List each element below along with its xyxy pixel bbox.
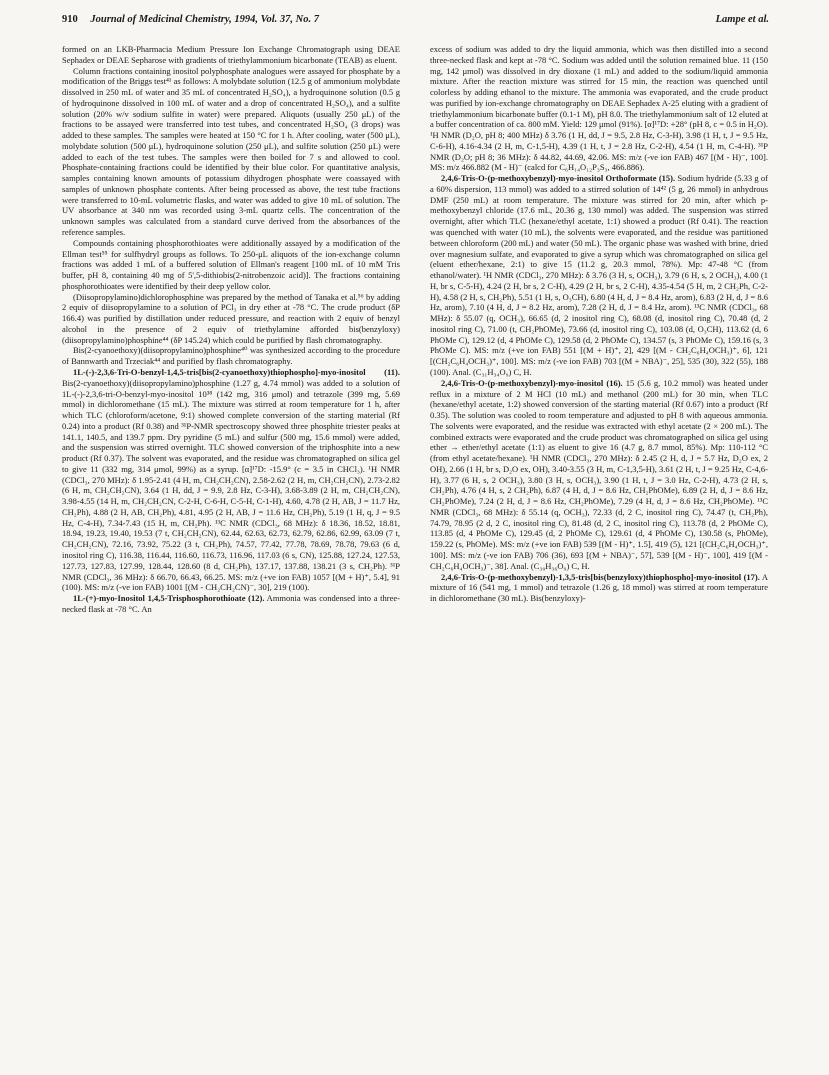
paragraph: 1L-(+)-myo-Inositol 1,4,5-Trisphosphorothioate (12). Ammonia was condensed into a three-necked flask at -78 °C. An	[62, 593, 400, 614]
compound-title: 2,4,6-Tris-O-(p-methoxybenzyl)-myo-inositol Orthoformate (15).	[441, 173, 676, 184]
page-number: 910	[62, 14, 78, 25]
author-names: Lampe et al.	[715, 14, 769, 25]
paragraph: (Diisopropylamino)dichlorophosphine was prepared by the method of Tanaka et al.⁵⁶ by adding 2 equiv of diisopropylamine to a solution of PCl₃ in dry ether at -78 °C. The crude product (δP 166.4) was purified by distillation under reduced pressure, and reaction with 2 equiv of benzyl alcohol in the presence of 2 equiv of triethylamine afforded bis(benzyloxy)(diisopropylamino)phosphine⁴⁴ (δP 145.24) which could be purified by flash chromatography.	[62, 291, 400, 345]
paragraph: 2,4,6-Tris-O-(p-methoxybenzyl)-myo-inositol (16). 15 (5.6 g, 10.2 mmol) was heated under reflux in a mixture of 2 M HCl (10 mL) and methanol (200 mL) for 30 min, when TLC (hexane/ethyl acetate, 1:2) showed conversion of the starting material (Rf 0.67) into a product (Rf 0.35). The solution was cooled to room temperature and adjusted to pH 8 with aqueous ammonia. The solvents were evaporated, and the residue was extracted with ethyl acetate (2 × 200 mL). The combined extracts were evaporated and the crude product was chromatographed on silica gel using ether → ether/ethyl acetate (1:1) as eluent to give 16 (4.7 g, 8.7 mmol, 85%). Mp: 110-112 °C (from ethyl acetate/hexane). ¹H NMR (CDCl₃, 270 MHz): δ 2.45 (2 H, d, J = 5.7 Hz, D₂O ex, 2 OH), 2.66 (1 H, br s, D₂O ex, OH), 3.40-3.55 (3 H, m, C-1,3,5-H), 3.61 (2 H, t, J = 9.25 Hz, C-4,6-H), 3.77 (6 H, s, 2 OCH₃), 3.80 (3 H, s, OCH₃), 3.90 (1 H, t, J = 3.0 Hz, C-2-H), 4.73 (2 H, s, CH₂Ph), 4.76 (4 H, s, 2 CH₂Ph), 6.87 (4 H, d, J = 8.6 Hz, CH₂PhOMe), 6.89 (2 H, d, J = 8.6 Hz, CH₂PhOMe), 7.24 (2 H, d, J = 8.6 Hz, CH₂PhOMe), 7.29 (4 H, d, J = 8.6 Hz, CH₂PhOMe). ¹³C NMR (CDCl₃, 68 MHz): δ 55.14 (q, OCH₃), 72.33 (d, 2 C, inositol ring C), 74.47 (t, CH₂Ph), 74.79, 78.95 (2 d, 2 C, inositol ring C), 81.48 (d, 2 C, inositol ring C), 113.78 (d, 2 PhOMe C), 113.85 (d, 4 PhOMe C), 129.45 (d, 2 PhOMe C), 129.61 (d, 4 PhOMe C), 130.58 (s, PhOMe), 159.22 (s, PhOMe). MS: m/z (+ve ion FAB) 539 [(M - H)⁺, 1.5], 419 (5), 121 [(CH₂C₆H₄OCH₃)⁺, 100]. MS: m/z (-ve ion FAB) 706 (36), 693 [(M + NBA)⁻, 57], 539 [(M - H)⁻, 100], 419 [(M - CH₂C₆H₄OCH₃)⁻, 38]. Anal. (C₃₀H₃₆O₉) C, H.	[430, 377, 768, 571]
journal-citation: Journal of Medicinal Chemistry, 1994, Vol. 37, No. 7	[90, 14, 319, 25]
compound-title: 2,4,6-Tris-O-(p-methoxybenzyl)-myo-inositol (16).	[441, 377, 623, 388]
paragraph: 2,4,6-Tris-O-(p-methoxybenzyl)-myo-inositol Orthoformate (15). Sodium hydride (5.33 g of a 60% dispersion, 113 mmol) was added to a stirred solution of 14⁴² (5 g, 26 mmol) in anhydrous DMF (250 mL) at room temperature. The mixture was stirred for 20 min, after which p-methoxybenzyl chloride (17.6 mL, 20.36 g, 130 mmol) was added. The suspension was stirred overnight, after which TLC (hexane/ethyl acetate, 1:1) showed a product (Rf 0.41). The reaction was quenched with water (10 mL), the solvents were evaporated, and the residue was partitioned between chloroform (200 mL) and water (50 mL). The organic phase was washed with brine, dried over magnesium sulfate, and evaporated to give a syrup which was chromatographed on silica gel (eluent ether/hexane, 2:1) to give 15 (11.2 g, 20.3 mmol, 78%). Mp: 47-48 °C (from ethanol/water). ¹H NMR (CDCl₃, 270 MHz): δ 3.76 (3 H, s, OCH₃), 3.79 (6 H, s, 2 OCH₃), 4.00 (1 H, br s, C-5-H), 4.24 (2 H, br s, 2 C-H), 4.29 (2 H, br s, 2 C-H), 4.35-4.54 (5 H, m, 2 CH₂Ph, C-2-H), 4.58 (2 H, s, CH₂Ph), 5.51 (1 H, s, O₃CH), 6.80 (4 H, d, J = 8.4 Hz, arom), 6.83 (2 H, d, J = 8.6 Hz, arom), 7.10 (4 H, d, J = 8.2 Hz, arom), 7.28 (2 H, d, J = 8.4 Hz, arom). ¹³C NMR (CDCl₃, 68 MHz): δ 55.07 (q, OCH₃), 66.65 (d, 2 inositol ring C), 68.08 (d, inositol ring C), 70.48 (d, 2 inositol ring C), 71.00 (t, CH₂PhOMe), 73.66 (d, inositol ring C), 103.08 (d, O₃CH), 113.62 (d, 6 PhOMe C), 129.12 (d, 4 PhOMe C), 129.58 (d, 2 PhOMe C), 134.57 (s, 3 PhOMe C), 159.16 (s, 3 PhOMe C). MS: m/z (+ve ion FAB) 551 [(M + H)⁺, 2], 429 [(M - CH₂C₆H₄OCH₃)⁺, 6], 121 [(CH₂C₆H₄OCH₃)⁺, 100]. MS: m/z (-ve ion FAB) 703 [(M + NBA)⁻, 25], 535 (30), 322 (55), 188 (100). Anal. (C₃₁H₃₄O₉) C, H.	[430, 173, 768, 377]
right-column	[430, 44, 768, 1056]
paragraph: 2,4,6-Tris-O-(p-methoxybenzyl)-1,3,5-tris[bis(benzyloxy)thiophospho]-myo-inositol (17). A mixture of 16 (541 mg, 1 mmol) and tetrazole (1.26 g, 18 mmol) was stirred at room temperature in dichloromethane (30 mL). Bis(benzyloxy)-	[430, 571, 768, 604]
paragraph: 1L-(-)-2,3,6-Tri-O-benzyl-1,4,5-tris[bis(2-cyanoethoxy)thiophospho]-myo-inositol (11). Bis(2-cyanoethoxy)(diisopropylamino)phosphine (1.27 g, 4.74 mmol) was added to a solution of 1L-(-)-2,3,6-tri-O-benzyl-myo-inositol 10³⁸ (142 mg, 316 μmol) and tetrazole (399 mg, 5.69 mmol) in dichloromethane (15 mL). The mixture was stirred at room temperature for 1 h, after which TLC (chloroform/acetone, 9:1) showed complete conversion of the starting material (Rf 0.24) into a product (Rf 0.38) and ³¹P-NMR spectroscopy showed three phosphite triester peaks at 141.1, 140.5, and 139.7 ppm. Dry pyridine (5 mL) and sulfur (500 mg, 15.6 mmol) were added, and the suspension was stirred overnight. TLC showed conversion of the triphosphite into a new product (Rf 0.37). The solvent was evaporated, and the residue was chromatographed on silica gel to give 11 (332 mg, 314 μmol, 99%) as a syrup. [α]¹⁷D: -15.9° (c = 3.5 in CHCl₃). ¹H NMR (CDCl₃, 270 MHz): δ 1.95-2.41 (4 H, m, CH₂CH₂CN), 2.58-2.62 (2 H, m, CH₂CH₂CN), 2.73-2.82 (6 H, m, CH₂CH₂CN), 3.64 (1 H, dd, J = 9.9, 2.8 Hz, C-3-H), 3.68-3.89 (2 H, m, CH₂CH₂CN), 3.98-4.55 (14 H, m, CH₂CH₂CN, C-2-H, C-6-H, C-5-H, C-1-H), 4.60, 4.78 (2 H, AB, J = 11.7 Hz, CH₂Ph), 4.88 (2 H, AB, CH₂Ph), 4.81, 4.95 (2 H, AB, J = 11.6 Hz, CH₂Ph), 5.19 (1 H, q, J = 9.5 Hz, C-4-H), 7.34-7.43 (15 H, m, CH₂Ph). ¹³C NMR (CDCl₃, 68 MHz): δ 18.36, 18.52, 18.81, 18.94, 19.23, 19.40, 19.53 (7 t, CH₂CH₂CN), 62.44, 62.63, 62.73, 62.79, 62.86, 62.99, 63.09 (7 t, CH₂CH₂CN), 72.16, 73.92, 75.22 (3 t, CH₂Ph), 74.57, 77.42, 77.78, 78.69, 78.78, 79.63 (6 d, inositol ring C), 116.38, 116.44, 116.60, 116.73, 116.96, 117.03 (6 s, CN), 125.88, 127.24, 127.53, 127.73, 127.83, 127.99, 128.44, 128.60 (8 d, CH₂Ph), 137.17, 137.88, 138.21 (3 s, CH₂Ph). ³¹P NMR (CDCl₃, 36 MHz): δ 66.70, 66.43, 66.25. MS: m/z (+ve ion FAB) 1057 [(M + H)⁺, 5.4], 91 (100). MS: m/z (-ve ion FAB) 1001 [(M - CH₂CH₂CN)⁻, 30], 219 (100).	[62, 366, 400, 593]
paragraph: formed on an LKB-Pharmacia Medium Pressure Ion Exchange Chromatograph using DEAE Sephadex or DEAE Sepharose with gradients of triethylammonium bicarbonate (TEAB) as eluent.	[62, 44, 400, 65]
paragraph: Compounds containing phosphorothioates were additionally assayed by a modification of the Ellman test⁵⁵ for sulfhydryl groups as follows. To 250-μL aliquots of the ion-exchange column fractions was added 1 mL of a buffered solution of Ellman's reagent [100 mL of 10 mM Tris buffer, pH 8, containing 40 mg of 5',5-dithiobis(2-nitrobenzoic acid)]. The fractions containing phosphorothioates were identified by their deep yellow color.	[62, 237, 400, 291]
paragraph: Bis(2-cyanoethoxy)(diisopropylamino)phosphine⁴⁰ was synthesized according to the procedure of Bannwarth and Trzeciak⁴⁴ and purified by flash chromatography.	[62, 345, 400, 367]
left-column	[62, 44, 400, 1056]
paragraph: Column fractions containing inositol polyphosphate analogues were assayed for phosphate by a modification of the Briggs test⁴¹ as follows: A molybdate solution (12.5 g of ammonium molybdate dissolved in 250 mL of water and 35 mL of concentrated H₂SO₄), a hydroquinone solution (0.5 g of hydroquinone dissolved in 100 mL of water and a drop of concentrated H₂SO₄), and a sulfite solution (20% w/v sodium sulfite in water) were prepared. Aliquots (usually 250 μL) of the fractions to be assayed were transferred into test tubes, and concentrated H₂SO₄ (3 drops) was added to these samples. The samples were heated at 150 °C for 1 h. After cooling, water (500 μL), molybdate solution (500 μL), hydroquinone solution (250 μL), and sulfite solution (250 μL) were added to each of the test tubes. The samples were then boiled for 7 s and allowed to cool. Phosphate-containing fractions could be identified by their blue color. For quantitative analysis, samples containing known amounts of potassium dihydrogen phosphate were coassayed with samples of unknown phosphate contents. After being processed as above, the test tube fractions were transferred to 10-mL volumetric flasks, and water was added to give 10 mL of solution. The UV absorbance at 340 nm was recorded using 3-mL quartz cells. The concentration of the unknown samples was calculated from a standard curve derived from the absorbances of the reference samples.	[62, 65, 400, 238]
paragraph: excess of sodium was added to dry the liquid ammonia, which was then distilled into a second three-necked flask and kept at -78 °C. Sodium was added until the solution remained blue. 11 (150 mg, 142 μmol) was dissolved in dry dioxane (1 mL) and added to the sodium/liquid ammonia mixture. After the reaction mixture was stirred for 15 min, the reaction was quenched until colorless by adding ethanol to the mixture. The ammonia was evaporated, and the crude product was purified by ion-exchange chromatography on DEAE Sephadex A-25 eluting with a gradient of triethylammonium bicarbonate buffer (0.1-1 M), pH 8.0. The triethylammonium salt of 12 eluted at a buffer concentration of ca. 800 mM. Yield: 129 μmol (91%). [α]¹⁷D: +28° (pH 8, c = 0.5 in H₂O). ¹H NMR (D₂O, pH 8; 400 MHz) δ 3.76 (1 H, dd, J = 9.5, 2.8 Hz, C-3-H), 3.98 (1 H, t, J = 9.5 Hz, C-6-H), 4.16-4.34 (2 H, m, C-1,5-H), 4.39 (1 H, t, J = 2.8 Hz, C-2-H), 4.54 (1 H, m, C-4-H). ³¹P NMR (D₂O; pH 8; 36 MHz): δ 44.82, 44.69, 42.06. MS: m/z (-ve ion FAB) 467 [(M - H)⁻, 100]. MS: m/z 466.882 (M - H)⁻ (calcd for C₆H₁₄O₁₂P₃S₃, 466.886).	[430, 44, 768, 173]
compound-title: 1L-(+)-myo-Inositol 1,4,5-Trisphosphorothioate (12).	[73, 593, 265, 604]
running-header	[62, 14, 769, 32]
compound-title: 2,4,6-Tris-O-(p-methoxybenzyl)-1,3,5-tris[bis(benzyloxy)thiophospho]-myo-inositol (17).	[441, 571, 760, 582]
compound-title: 1L-(-)-2,3,6-Tri-O-benzyl-1,4,5-tris[bis(2-cyanoethoxy)thiophospho]-myo-inositol (11).	[73, 366, 400, 377]
